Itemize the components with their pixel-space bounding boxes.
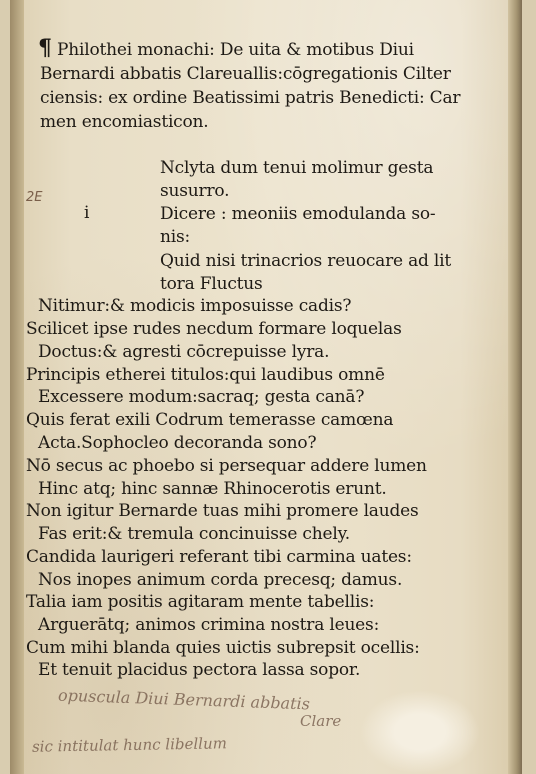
verse-line-10: Non igitur Bernarde tuas mihi promere laudes	[26, 501, 419, 521]
title-line-1: ¶ Philothei monachi: De uita & motibus Diui	[38, 35, 414, 61]
verse-line-2: Scilicet ipse rudes necdum formare loquelas	[26, 319, 402, 339]
verse-indent-1: Nclyta dum tenui molimur gesta	[160, 158, 434, 178]
verse-line-15: Arguerātq; animos crimina nostra leues:	[38, 615, 380, 635]
verse-line-14: Talia iam positis agitaram mente tabellis:	[26, 592, 375, 612]
handwritten-note-2: Clare	[300, 712, 342, 730]
margin-letter: i	[84, 203, 90, 223]
book-page	[10, 0, 522, 774]
handwritten-note-1: opuscula Diui Bernardi abbatis	[57, 685, 311, 714]
verse-indent-2: susurro.	[160, 181, 230, 201]
verse-line-11: Fas erit:& tremula concinuisse chely.	[38, 524, 350, 544]
verse-line-3: Doctus:& agresti cōcrepuisse lyra.	[38, 342, 330, 362]
page-edge	[508, 0, 522, 774]
verse-line-1: Nitimur:& modicis imposuisse cadis?	[38, 296, 352, 316]
verse-indent-6: tora Fluctus	[160, 274, 263, 294]
pilcrow-icon: ¶	[38, 35, 52, 61]
title-line-4: men encomiasticon.	[40, 112, 209, 132]
verse-line-13: Nos inopes animum corda precesq; damus.	[38, 570, 403, 590]
verse-line-4: Principis etherei titulos:qui laudibus omnē	[26, 365, 385, 385]
verse-line-6: Quis ferat exili Codrum temerasse camœna	[26, 410, 394, 430]
verse-line-17: Et tenuit placidus pectora lassa sopor.	[38, 660, 361, 680]
verse-indent-5: Quid nisi trinacrios reuocare ad lit	[160, 251, 452, 271]
verse-line-8: Nō secus ac phoebo si persequar addere lumen	[26, 456, 427, 476]
verse-indent-4: nis:	[160, 227, 191, 247]
verse-line-7: Acta.Sophocleo decoranda sono?	[38, 433, 317, 453]
verse-line-16: Cum mihi blanda quies uictis subrepsit ocellis:	[26, 638, 420, 658]
verse-line-5: Excessere modum:sacraq; gesta canā?	[38, 387, 365, 407]
handwritten-note-3: sic intitulat hunc libellum	[31, 734, 228, 756]
paper-stain	[360, 690, 480, 774]
margin-ink-mark: 2E	[26, 190, 43, 205]
binding-gutter	[10, 0, 24, 774]
title-line-2: Bernardi abbatis Clareuallis:cōgregationis Cilter	[40, 64, 451, 84]
verse-line-12: Candida laurigeri referant tibi carmina uates:	[26, 547, 412, 567]
verse-line-9: Hinc atq; hinc sannæ Rhinocerotis erunt.	[38, 479, 387, 499]
verse-indent-3: Dicere : meoniis emodulanda so-	[160, 204, 436, 224]
title-line-3: ciensis: ex ordine Beatissimi patris Benedicti: Car	[40, 88, 461, 108]
